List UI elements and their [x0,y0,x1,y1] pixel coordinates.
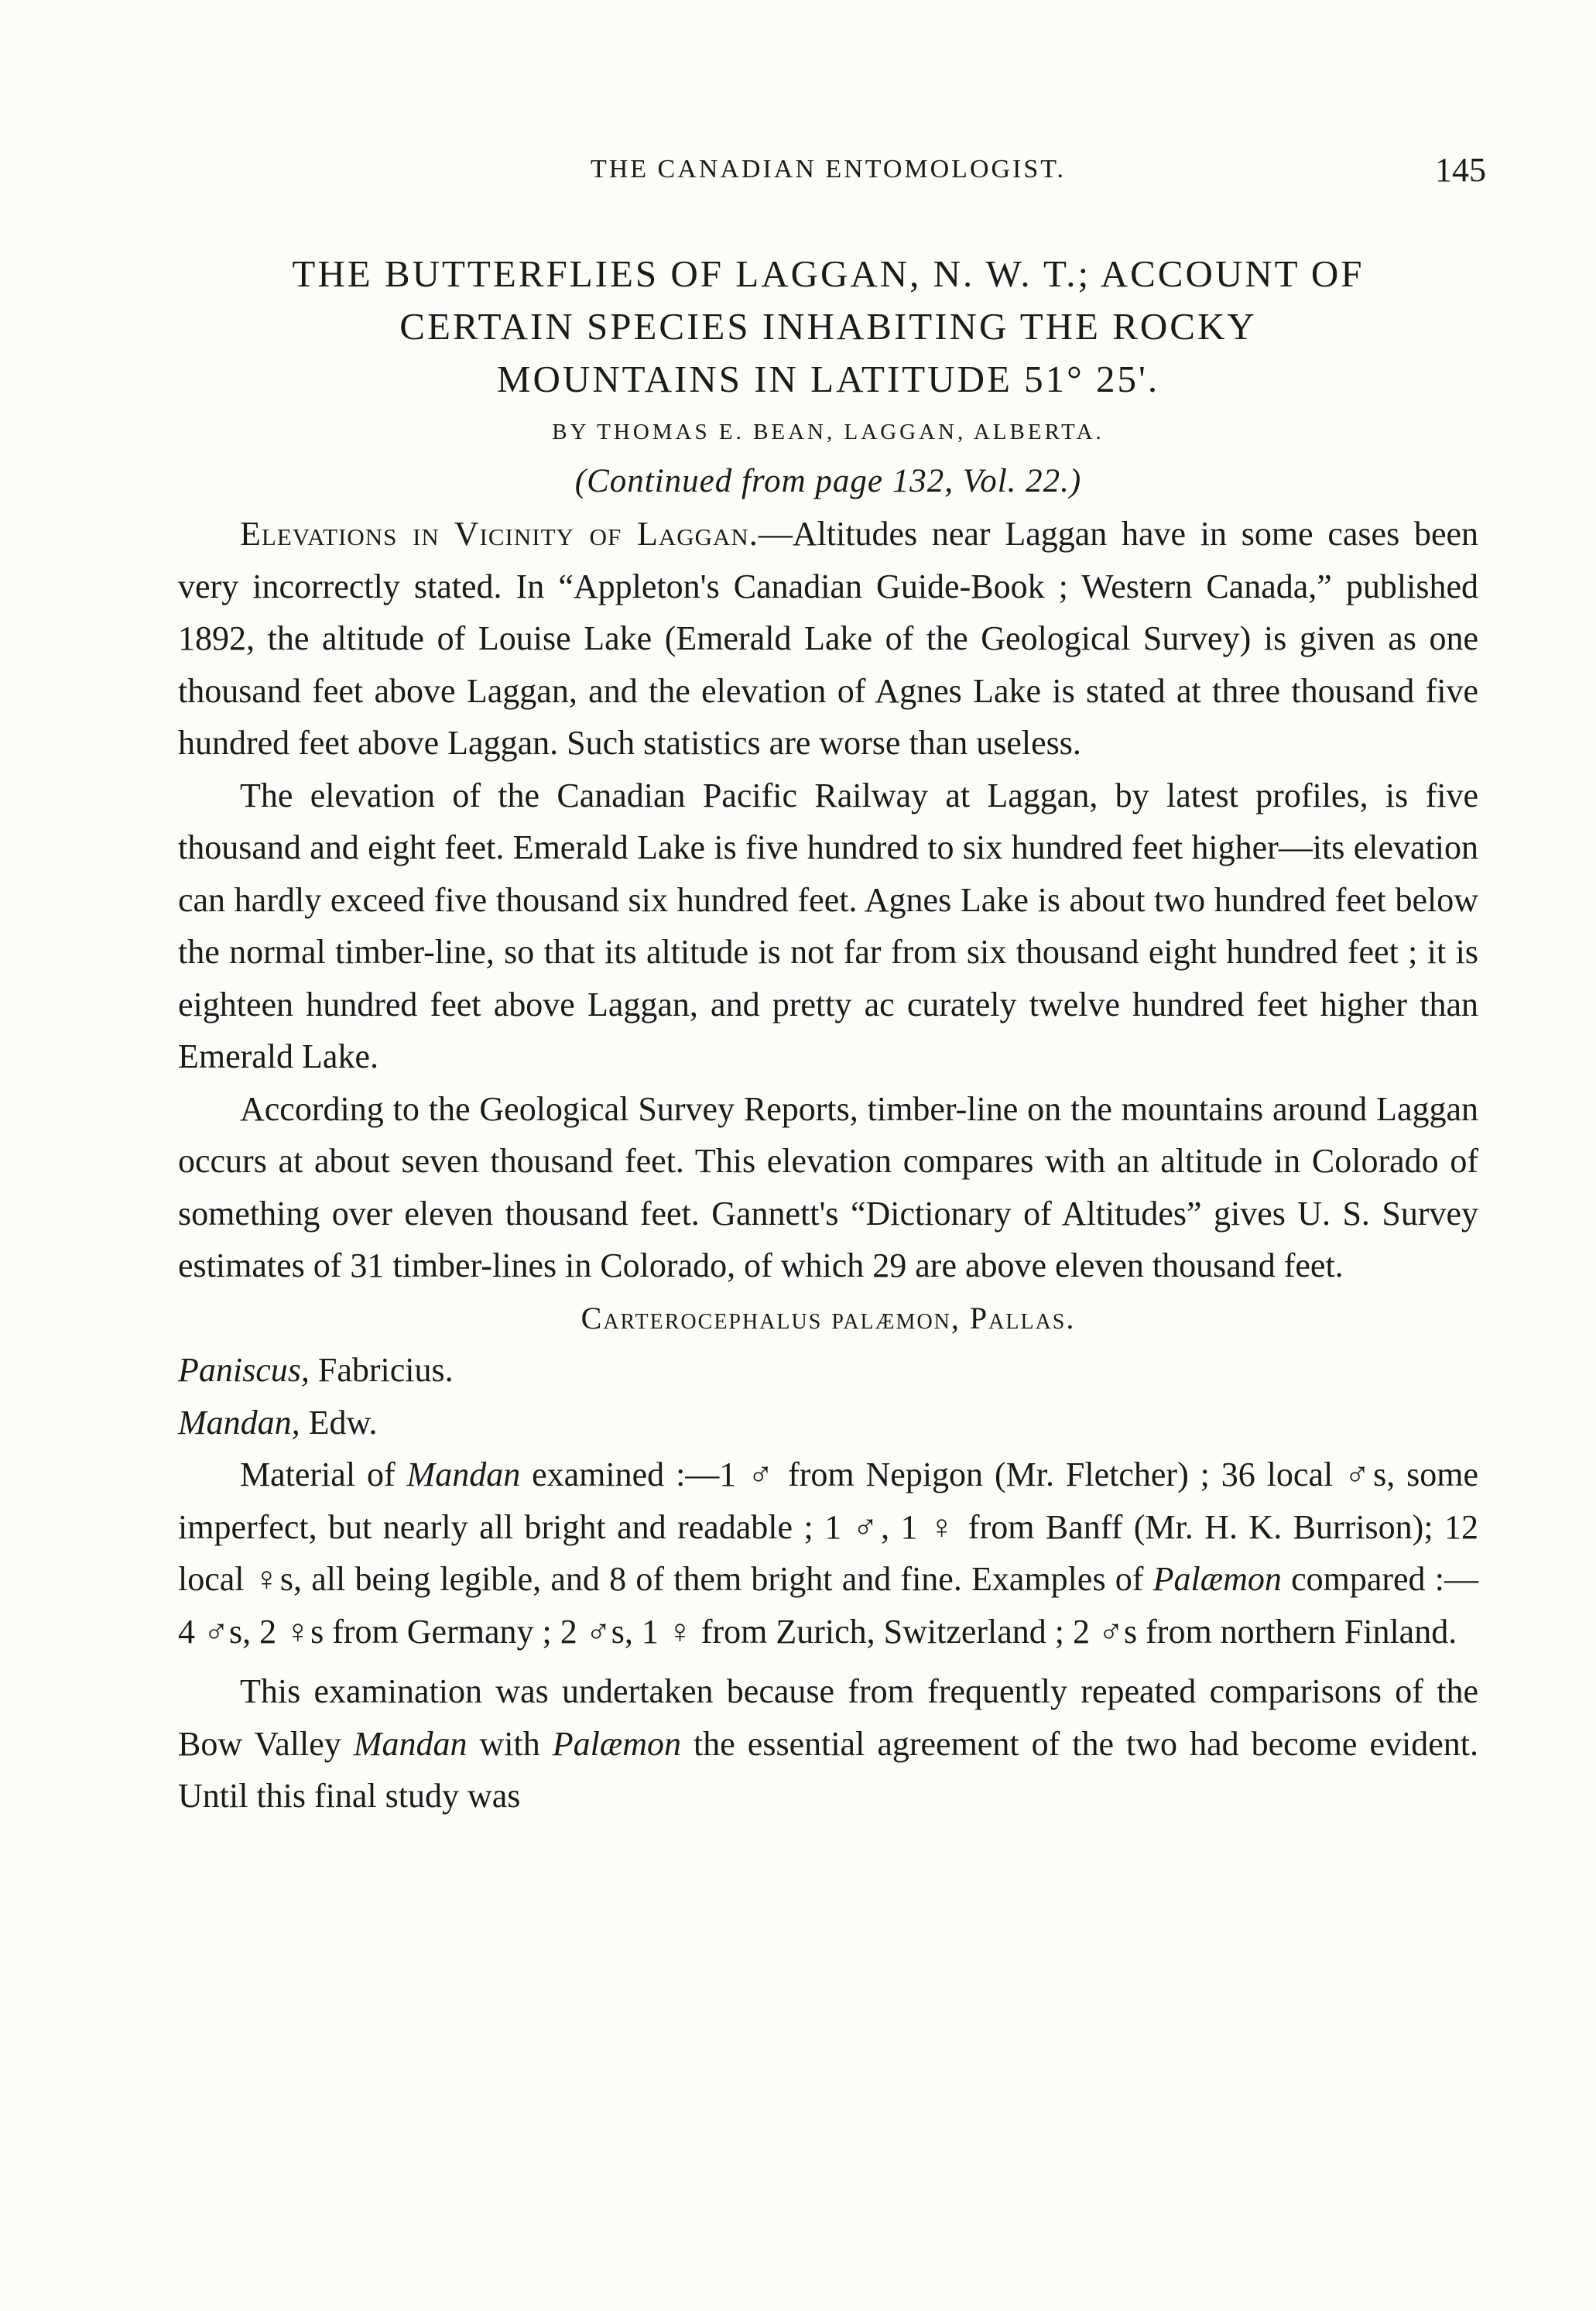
paragraph-examination [178,1665,1478,1822]
synonym-mandan [178,1397,1478,1449]
page [178,151,1486,1822]
text-segment: the essential agreement of the two had become evident. Until this final study was [178,1724,1478,1815]
article-title-line: MOUNTAINS IN LATITUDE 51° 25'. [496,358,1160,400]
paragraph-body: —Altitudes near Laggan have in some cases been very incorrectly stated. In “Appleton's Canadian Guide-Book ; Western Canada,” published 1892, the altitude of Louise Lake (Emerald Lake of the Geological Survey) is given as one thousand feet above Laggan, and the elevation of Agnes Lake is stated at three thousand five hundred feet above Laggan. Such statistics are worse than useless. [178,515,1478,762]
paragraph-elevations [178,508,1478,770]
synonym-paniscus [178,1344,1478,1397]
text-segment: This examination was undertaken because from frequently repeated comparisons of the Bow Valley [178,1672,1478,1763]
text-segment: with [467,1724,553,1763]
article-title-line: CERTAIN SPECIES INHABITING THE ROCKY [399,305,1257,348]
species-heading: Carterocephalus palæmon, Pallas. [581,1300,1076,1336]
species-name: Mandan [353,1724,467,1763]
continued-note: (Continued from page 132, Vol. 22.) [574,463,1082,499]
paragraph-railway-elevation: The elevation of the Canadian Pacific Railway at Laggan, by latest profiles, is five thousand and eight feet. Emerald Lake is five hundred to six hundred feet higher—its elevation can hardly exceed five thousand six hundred feet. Agnes Lake is about two hundred feet below the normal timber-line, so that its altitude is not far from six thousand eight hundred feet ; it is eighteen hundred feet above Laggan, and pretty ac curately twelve hundred feet higher than Emerald Lake. [178,776,1478,1075]
article-title-line: THE BUTTERFLIES OF LAGGAN, N. W. T.; ACCOUNT OF [292,252,1365,295]
synonym-author: Fabricius. [309,1351,454,1389]
paragraph-timber-line: According to the Geological Survey Reports, timber-line on the mountains around Laggan occurs at about seven thousand feet. This elevation compares with an altitude in Colorado of something over eleven thousand feet. Gannett's “Dictionary of Altitudes” gives U. S. Survey estimates of 31 timber-lines in Colorado, of which 29 are above eleven thousand feet. [178,1089,1478,1284]
text-segment: examined :—1 ♂ from Nepigon (Mr. Fletcher) ; 36 local ♂s, some imperfect, but nearly all bright and readable ; 1 ♂, 1 ♀ from Banff (Mr. H. K. Burrison); 12 local ♀s, all being legible, and 8 of them bright and fine. Examples of [178,1456,1478,1598]
species-name: Palæmon [1152,1560,1282,1598]
byline: BY THOMAS E. BEAN, LAGGAN, ALBERTA. [552,420,1105,444]
article-title [178,248,1478,406]
synonym-name: Mandan, [178,1403,300,1442]
species-name: Palæmon [552,1724,681,1763]
running-head [178,151,1486,201]
species-name: Mandan [406,1456,521,1493]
page-number: 145 [1435,151,1486,189]
paragraph-lead: Elevations in Vicinity of Laggan. [240,515,759,553]
synonym-name: Paniscus, [178,1351,310,1389]
journal-title: THE CANADIAN ENTOMOLOGIST. [590,155,1067,183]
text-segment: compared :—4 ♂s, 2 ♀s from Germany ; 2 ♂s, 1 ♀ from Zurich, Switzerland ; 2 ♂s from northern Finland. [178,1560,1478,1651]
synonym-author: Edw. [300,1403,378,1442]
paragraph-material-examined [178,1449,1478,1658]
text-segment: Material of [240,1456,407,1493]
